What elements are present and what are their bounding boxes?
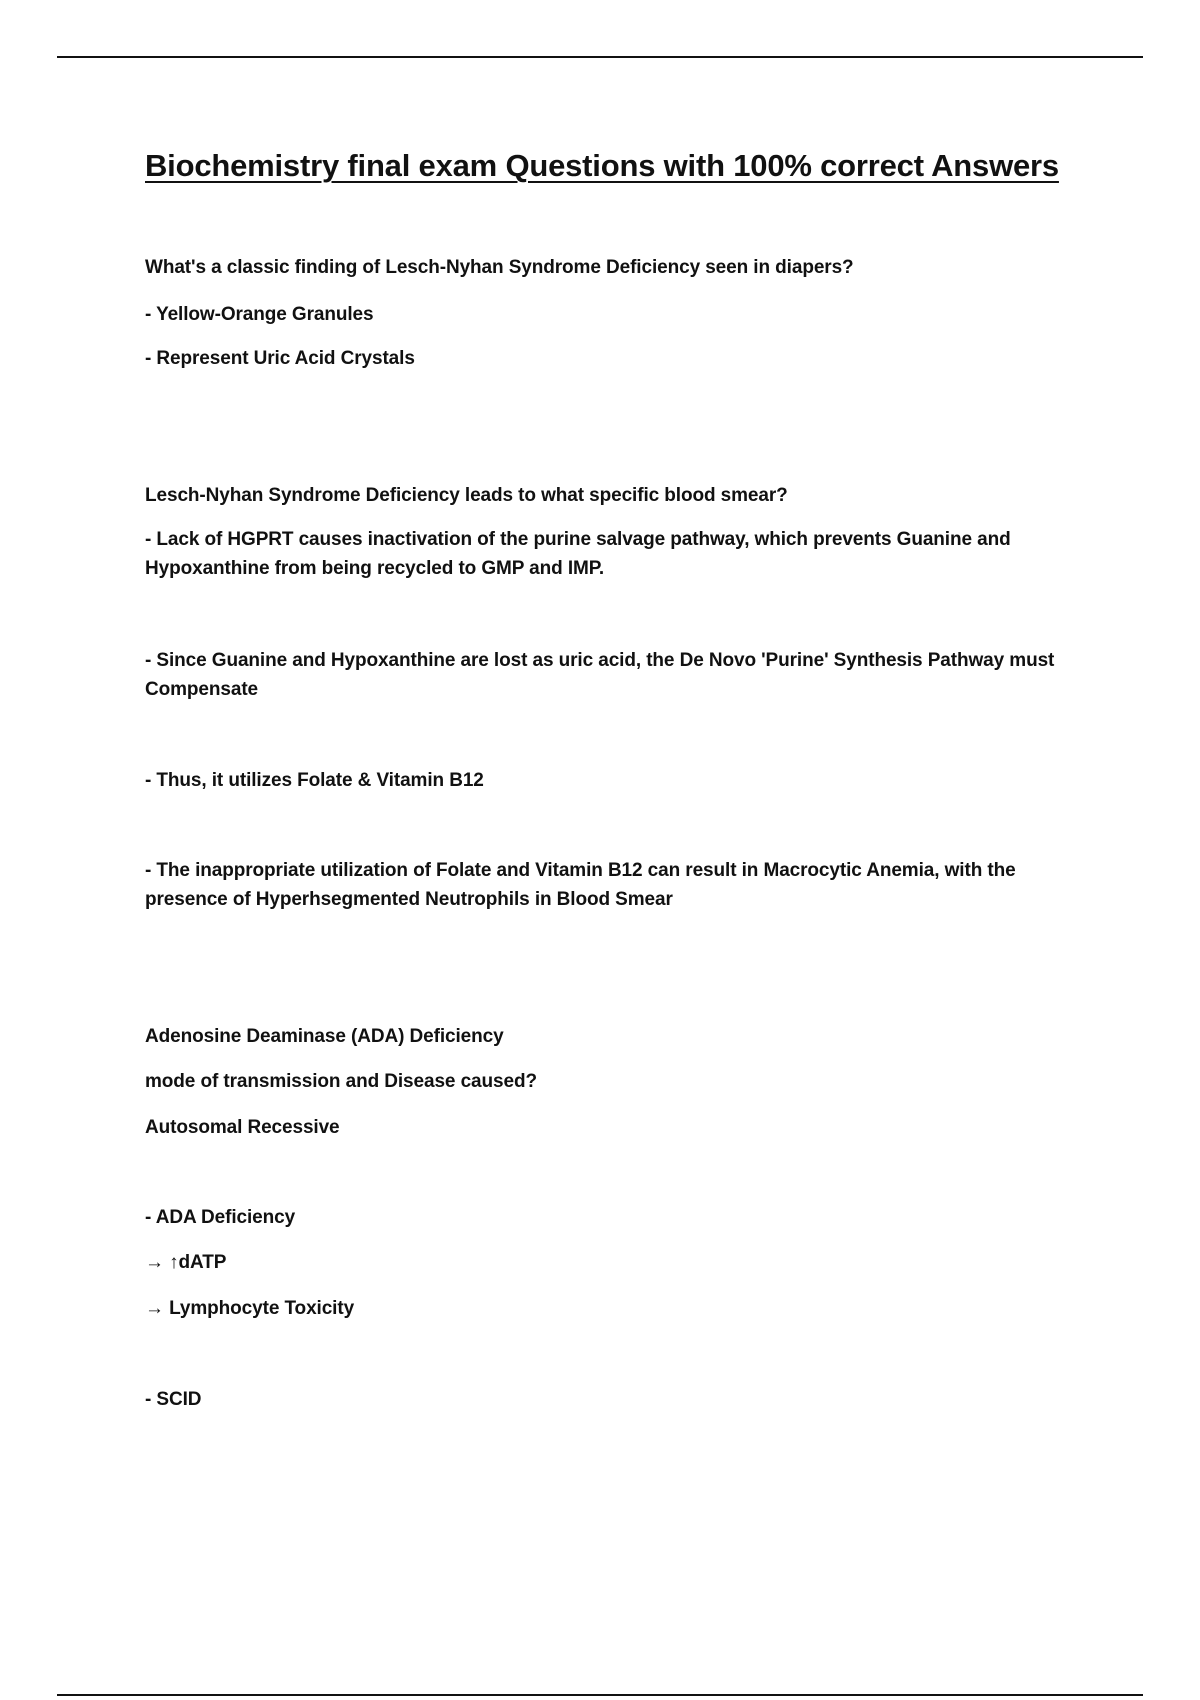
answer-1-line-1: - Yellow-Orange Granules [145,304,374,325]
answer-3-line-3: → ↑dATP [145,1252,227,1273]
answer-3-line-5: - SCID [145,1389,202,1410]
answer-2-para-3: - Thus, it utilizes Folate & Vitamin B12 [145,770,484,791]
answer-2-para-4: - The inappropriate utilization of Folate and Vitamin B12 can result in Macrocytic Anemia, with the presence of Hyperhsegmented Neutrophils in Blood Smear [145,860,1016,910]
answer-2-para-2: - Since Guanine and Hypoxanthine are lost as uric acid, the De Novo 'Purine' Synthesis Pathway must Compensate [145,650,1055,700]
answer-3-line-2: - ADA Deficiency [145,1207,296,1228]
bottom-rule [57,1694,1143,1696]
answer-3-line-4: → Lymphocyte Toxicity [145,1298,355,1319]
answer-1-line-2: - Represent Uric Acid Crystals [145,348,415,369]
question-2: Lesch-Nyhan Syndrome Deficiency leads to what specific blood smear? [145,485,788,506]
document-title: Biochemistry final exam Questions with 100% correct Answers [145,148,1059,183]
answer-3-line-1: Autosomal Recessive [145,1117,340,1138]
top-rule [57,56,1143,58]
question-3-line-1: Adenosine Deaminase (ADA) Deficiency [145,1026,504,1047]
question-1: What's a classic finding of Lesch-Nyhan Syndrome Deficiency seen in diapers? [145,257,854,278]
answer-2-para-1: - Lack of HGPRT causes inactivation of the purine salvage pathway, which prevents Guanine and Hypoxanthine from being recycled to GMP and IMP. [145,529,1011,579]
question-3-line-2: mode of transmission and Disease caused? [145,1071,537,1092]
